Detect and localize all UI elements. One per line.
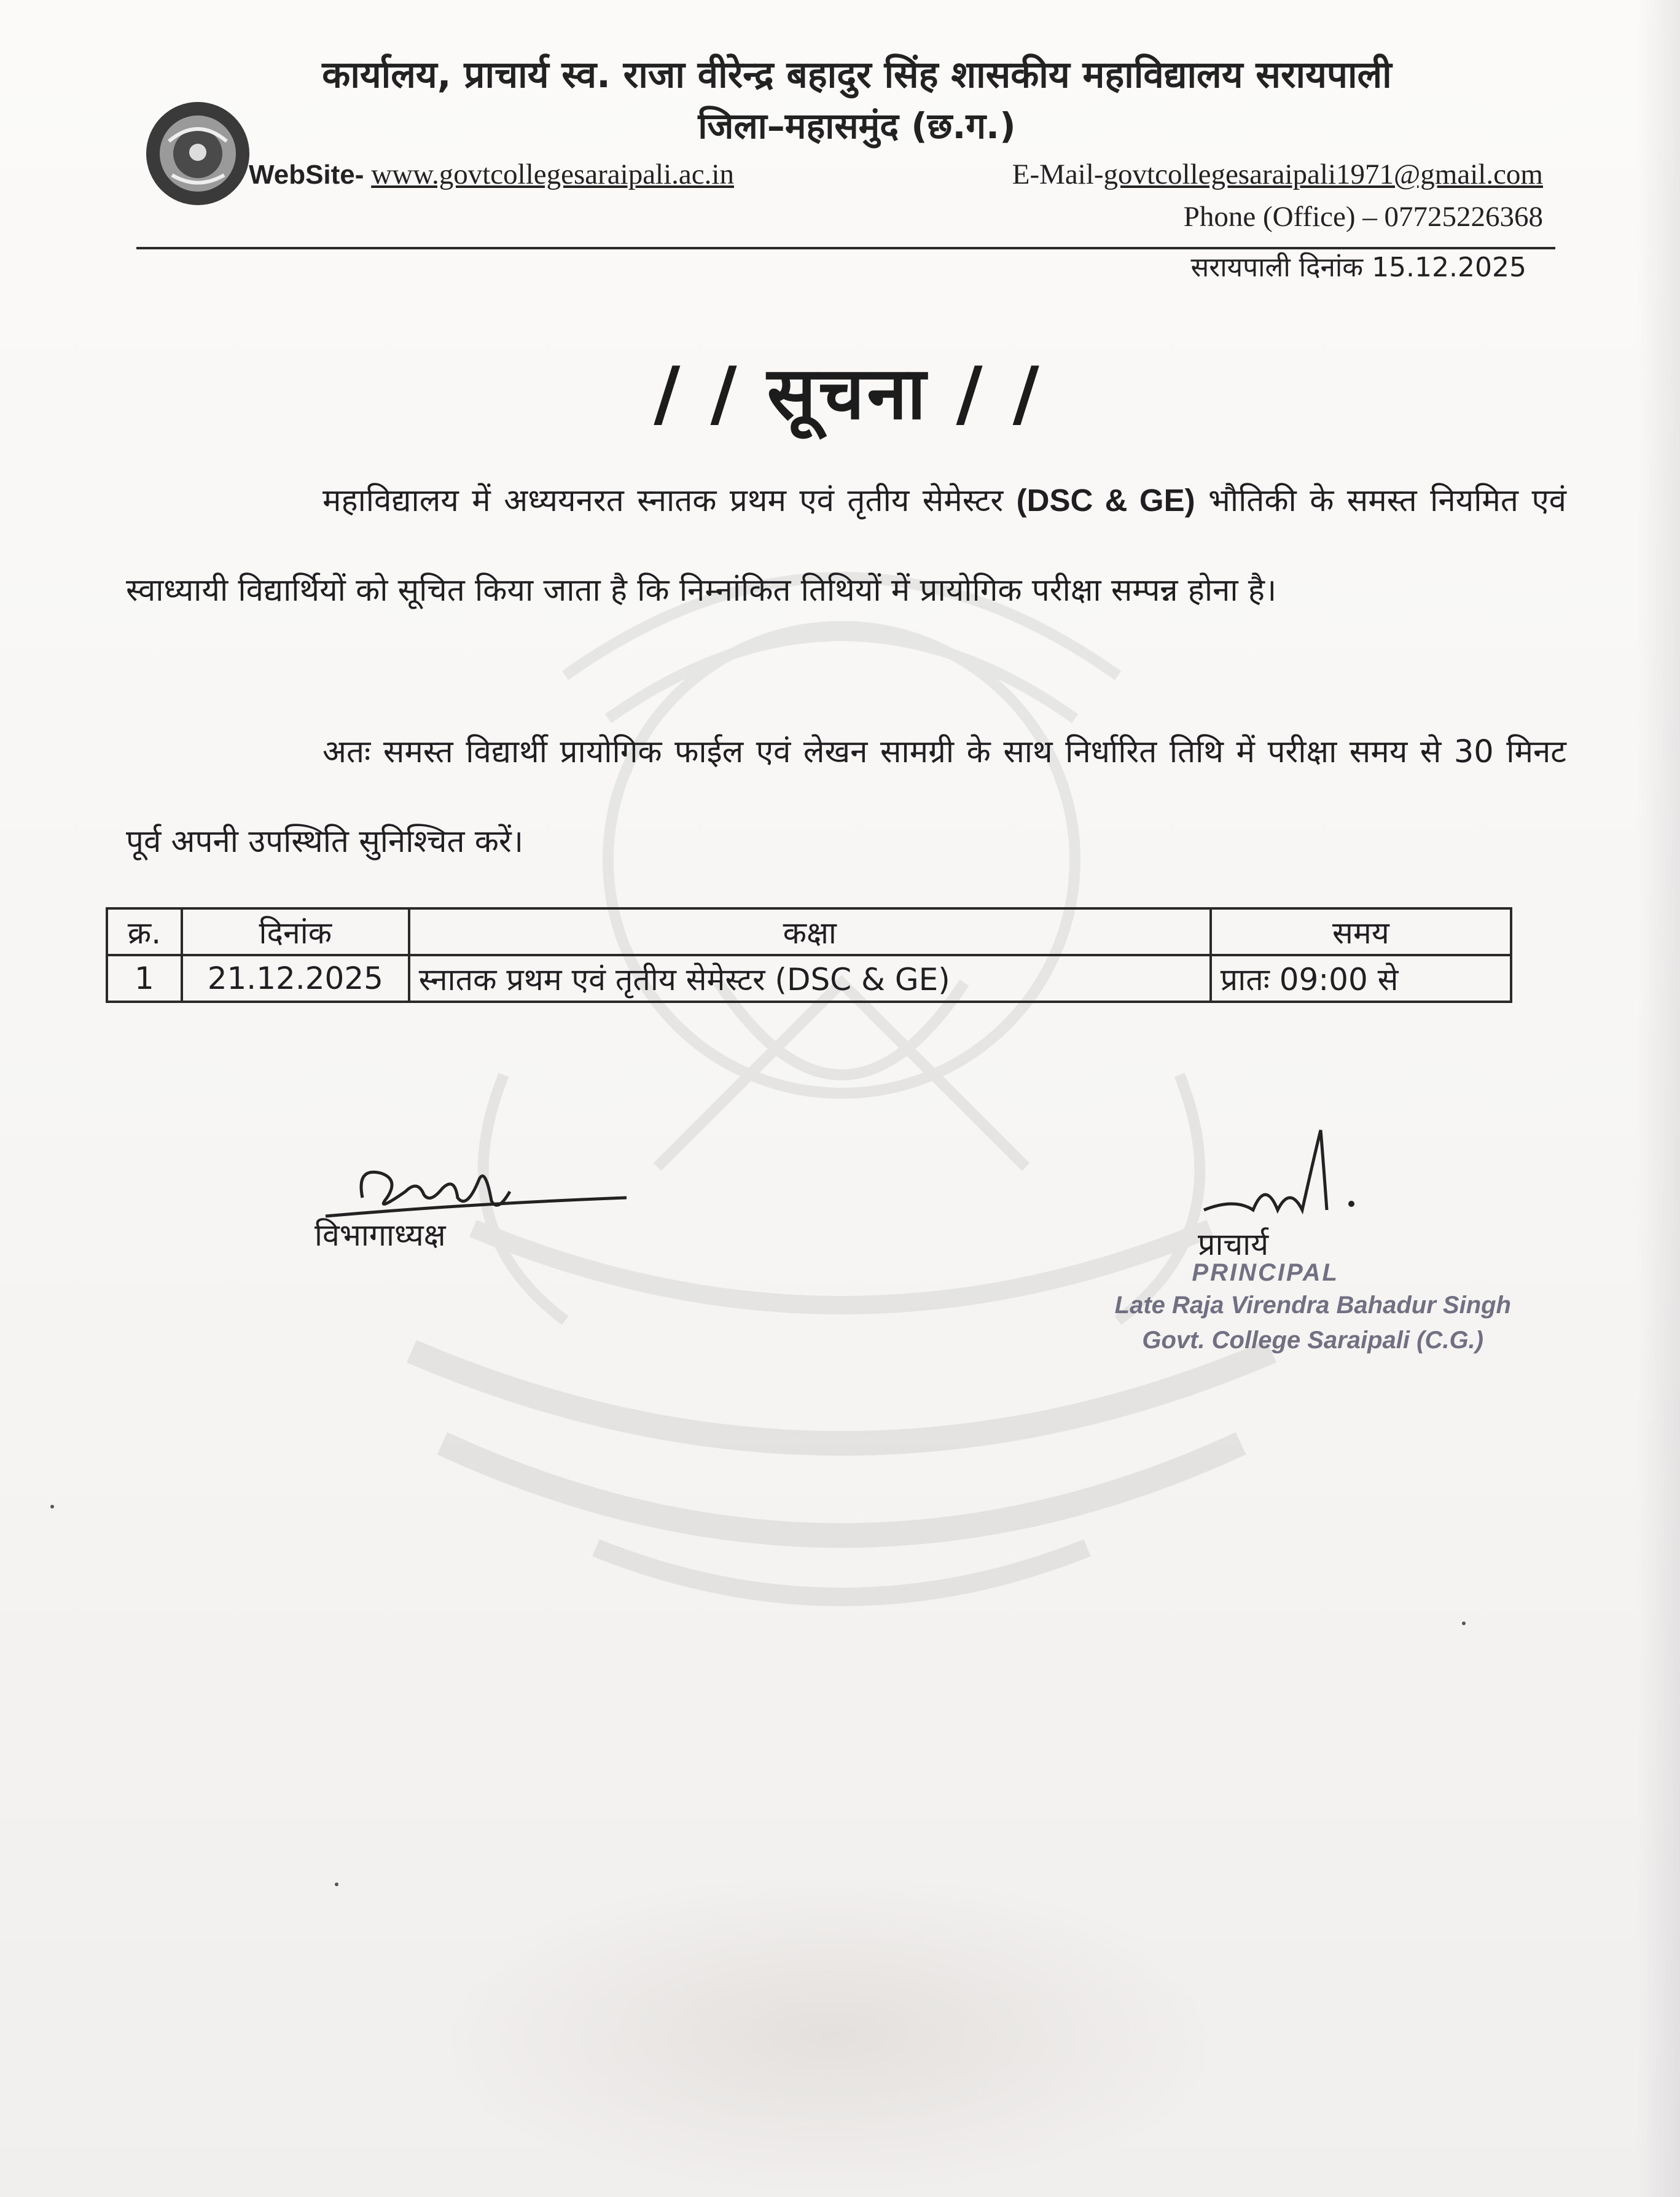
email-line — [1012, 158, 1543, 191]
district-heading: जिला–महासमुंद (छ.ग.) — [698, 105, 1016, 147]
table-row — [107, 955, 1511, 1002]
header-time: समय — [1211, 908, 1511, 955]
website-line — [249, 158, 734, 191]
header-class: कक्षा — [409, 908, 1211, 955]
email-link[interactable]: govtcollegesaraipali1971@gmail.com — [1103, 158, 1543, 190]
hod-label: विभागाध्यक्ष — [315, 1217, 446, 1253]
stamp-line-1: Late Raja Virendra Bahadur Singh — [1114, 1292, 1511, 1319]
para1-text-a: महाविद्यालय में अध्ययनरत स्नातक प्रथम एवं तृतीय सेमेस्टर — [322, 483, 1017, 519]
website-label: WebSite- — [249, 160, 364, 190]
speck — [50, 1505, 54, 1508]
notice-title: / / सूचना / / — [654, 351, 1042, 435]
header-date: दिनांक — [182, 908, 409, 955]
cell-date: 21.12.2025 — [182, 955, 409, 1002]
schedule-table — [106, 907, 1512, 1003]
phone-line: Phone (Office) – 07725226368 — [1183, 201, 1543, 233]
stamp-title: PRINCIPAL — [1192, 1259, 1339, 1286]
stamp-line-2: Govt. College Saraipali (C.G.) — [1142, 1327, 1483, 1354]
header-serial: क्र. — [107, 908, 182, 955]
email-label: E-Mail- — [1012, 158, 1104, 190]
notice-paragraph-1 — [126, 456, 1566, 636]
para1-text-b: भौतिकी के समस्त नियमित एवं स्वाध्यायी विद्यार्थियों को सूचित किया जाता है कि निम्नांकित तिथियों में प्रायोगिक परीक्षा सम्पन्न होना है। — [126, 483, 1567, 609]
light-glare — [430, 1873, 1229, 2197]
cell-class: स्नातक प्रथम एवं तृतीय सेमेस्टर (DSC & GE) — [409, 955, 1211, 1002]
principal-stamp — [1007, 1259, 1511, 1354]
cell-serial: 1 — [107, 955, 182, 1002]
para1-bold: (DSC & GE) — [1016, 483, 1195, 518]
notice-paragraph-2: अतः समस्त विद्यार्थी प्रायोगिक फाईल एवं लेखन सामग्री के साथ निर्धारित तिथि में परीक्षा समय से 30 मिनट पूर्व अपनी उपस्थिति सुनिश्चित करें। — [126, 734, 1566, 860]
place-date: सरायपाली दिनांक 15.12.2025 — [1190, 252, 1526, 283]
college-logo — [144, 98, 252, 208]
schedule-header-row — [107, 908, 1511, 955]
website-link[interactable]: www.govtcollegesaraipali.ac.in — [371, 158, 734, 190]
principal-label: प्राचार्य — [1198, 1227, 1269, 1262]
office-heading: कार्यालय, प्राचार्य स्व. राजा वीरेन्द्र बहादुर सिंह शासकीय महाविद्यालय सरायपाली — [322, 53, 1392, 96]
speck — [335, 1883, 338, 1886]
cell-time: प्रातः 09:00 से — [1211, 955, 1511, 1002]
page-edge-shadow — [1637, 0, 1680, 2197]
speck — [1462, 1621, 1466, 1625]
